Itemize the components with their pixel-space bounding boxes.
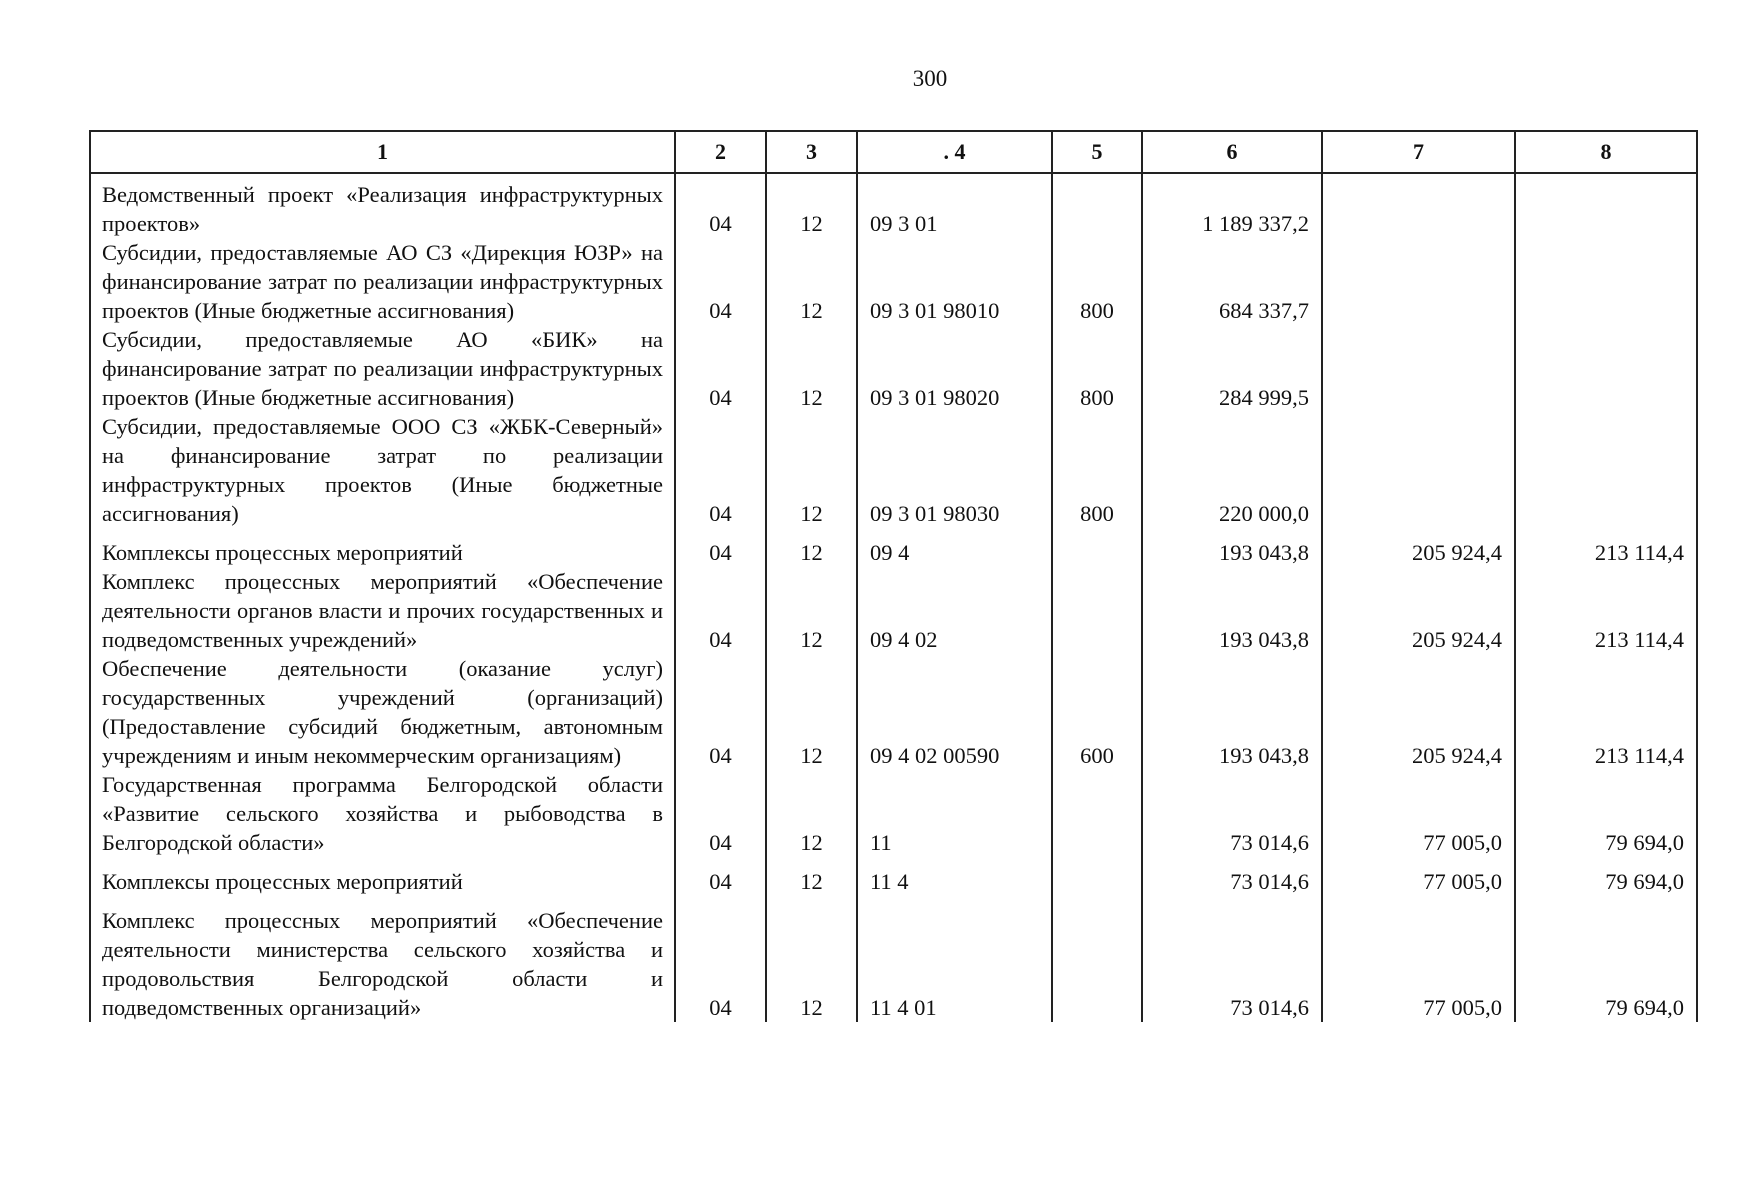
row-amount-8: 213 114,4 — [1515, 567, 1697, 654]
row-amount-7: 77 005,0 — [1322, 896, 1515, 1022]
row-section: 04 — [675, 173, 766, 238]
budget-table-container — [89, 130, 1696, 1022]
row-subsection: 12 — [766, 896, 857, 1022]
row-section: 04 — [675, 528, 766, 567]
table-row — [90, 528, 1697, 567]
row-subsection: 12 — [766, 238, 857, 325]
row-amount-8: 79 694,0 — [1515, 896, 1697, 1022]
row-subsection: 12 — [766, 567, 857, 654]
table-row — [90, 238, 1697, 325]
row-expense-type: 800 — [1052, 325, 1142, 412]
row-amount-6: 684 337,7 — [1142, 238, 1322, 325]
row-target-code: 11 4 — [857, 857, 1052, 896]
row-target-code: 11 4 01 — [857, 896, 1052, 1022]
row-section: 04 — [675, 412, 766, 528]
column-header-5: 5 — [1052, 131, 1142, 173]
row-target-code: 11 — [857, 770, 1052, 857]
row-expense-type: 800 — [1052, 238, 1142, 325]
row-amount-7: 205 924,4 — [1322, 567, 1515, 654]
row-name: Субсидии, предоставляемые ООО СЗ «ЖБК-Северный» на финансирование затрат по реализации инфраструктурных проектов (Иные бюджетные ассигнования) — [90, 412, 675, 528]
table-row — [90, 325, 1697, 412]
row-target-code: 09 4 02 — [857, 567, 1052, 654]
row-subsection: 12 — [766, 528, 857, 567]
row-expense-type — [1052, 857, 1142, 896]
row-expense-type — [1052, 567, 1142, 654]
row-amount-6: 73 014,6 — [1142, 896, 1322, 1022]
row-name: Субсидии, предоставляемые АО «БИК» на финансирование затрат по реализации инфраструктурных проектов (Иные бюджетные ассигнования) — [90, 325, 675, 412]
row-amount-8 — [1515, 325, 1697, 412]
row-amount-7: 205 924,4 — [1322, 528, 1515, 567]
column-header-1: 1 — [90, 131, 675, 173]
row-amount-7 — [1322, 173, 1515, 238]
column-header-6: 6 — [1142, 131, 1322, 173]
budget-table — [89, 130, 1698, 1022]
row-name: Комплекс процессных мероприятий «Обеспечение деятельности органов власти и прочих государственных и подведомственных учреждений» — [90, 567, 675, 654]
row-expense-type: 800 — [1052, 412, 1142, 528]
row-expense-type: 600 — [1052, 654, 1142, 770]
table-row — [90, 857, 1697, 896]
row-name: Комплексы процессных мероприятий — [90, 528, 675, 567]
header-row — [90, 131, 1697, 173]
row-section: 04 — [675, 896, 766, 1022]
row-target-code: 09 3 01 98030 — [857, 412, 1052, 528]
row-name: Субсидии, предоставляемые АО СЗ «Дирекция ЮЗР» на финансирование затрат по реализации инфраструктурных проектов (Иные бюджетные ассигнования) — [90, 238, 675, 325]
row-section: 04 — [675, 654, 766, 770]
row-amount-8: 79 694,0 — [1515, 857, 1697, 896]
row-amount-7: 77 005,0 — [1322, 770, 1515, 857]
row-amount-6: 1 189 337,2 — [1142, 173, 1322, 238]
row-amount-7: 205 924,4 — [1322, 654, 1515, 770]
column-header-2: 2 — [675, 131, 766, 173]
row-subsection: 12 — [766, 412, 857, 528]
row-subsection: 12 — [766, 857, 857, 896]
row-subsection: 12 — [766, 770, 857, 857]
row-name: Государственная программа Белгородской области «Развитие сельского хозяйства и рыбоводства в Белгородской области» — [90, 770, 675, 857]
row-amount-7 — [1322, 412, 1515, 528]
row-target-code: 09 4 02 00590 — [857, 654, 1052, 770]
row-expense-type — [1052, 770, 1142, 857]
column-header-3: 3 — [766, 131, 857, 173]
page-number: 300 — [912, 66, 948, 91]
column-header-4: . 4 — [857, 131, 1052, 173]
table-row — [90, 654, 1697, 770]
row-subsection: 12 — [766, 654, 857, 770]
table-row — [90, 412, 1697, 528]
table-row — [90, 770, 1697, 857]
row-amount-6: 220 000,0 — [1142, 412, 1322, 528]
row-target-code: 09 3 01 — [857, 173, 1052, 238]
row-target-code: 09 3 01 98020 — [857, 325, 1052, 412]
row-amount-8: 79 694,0 — [1515, 770, 1697, 857]
row-amount-7 — [1322, 238, 1515, 325]
row-amount-8 — [1515, 173, 1697, 238]
row-amount-6: 193 043,8 — [1142, 654, 1322, 770]
row-amount-8: 213 114,4 — [1515, 528, 1697, 567]
table-row — [90, 567, 1697, 654]
row-expense-type — [1052, 528, 1142, 567]
row-target-code: 09 3 01 98010 — [857, 238, 1052, 325]
row-target-code: 09 4 — [857, 528, 1052, 567]
row-section: 04 — [675, 567, 766, 654]
row-amount-6: 73 014,6 — [1142, 857, 1322, 896]
table-row — [90, 896, 1697, 1022]
row-subsection: 12 — [766, 325, 857, 412]
row-amount-6: 193 043,8 — [1142, 528, 1322, 567]
row-amount-8: 213 114,4 — [1515, 654, 1697, 770]
row-amount-6: 284 999,5 — [1142, 325, 1322, 412]
column-header-8: 8 — [1515, 131, 1697, 173]
row-name: Комплексы процессных мероприятий — [90, 857, 675, 896]
row-name: Ведомственный проект «Реализация инфраструктурных проектов» — [90, 173, 675, 238]
row-name: Обеспечение деятельности (оказание услуг) государственных учреждений (организаций) (Предоставление субсидий бюджетным, автономным учреждениям и иным некоммерческим организациям) — [90, 654, 675, 770]
row-amount-8 — [1515, 238, 1697, 325]
row-section: 04 — [675, 238, 766, 325]
column-header-7: 7 — [1322, 131, 1515, 173]
row-expense-type — [1052, 896, 1142, 1022]
row-section: 04 — [675, 325, 766, 412]
row-amount-6: 193 043,8 — [1142, 567, 1322, 654]
row-section: 04 — [675, 857, 766, 896]
row-name: Комплекс процессных мероприятий «Обеспечение деятельности министерства сельского хозяйства и продовольствия Белгородской области и подведомственных организаций» — [90, 896, 675, 1022]
row-amount-6: 73 014,6 — [1142, 770, 1322, 857]
row-amount-7 — [1322, 325, 1515, 412]
table-row — [90, 173, 1697, 238]
row-amount-7: 77 005,0 — [1322, 857, 1515, 896]
row-amount-8 — [1515, 412, 1697, 528]
row-section: 04 — [675, 770, 766, 857]
row-subsection: 12 — [766, 173, 857, 238]
row-expense-type — [1052, 173, 1142, 238]
